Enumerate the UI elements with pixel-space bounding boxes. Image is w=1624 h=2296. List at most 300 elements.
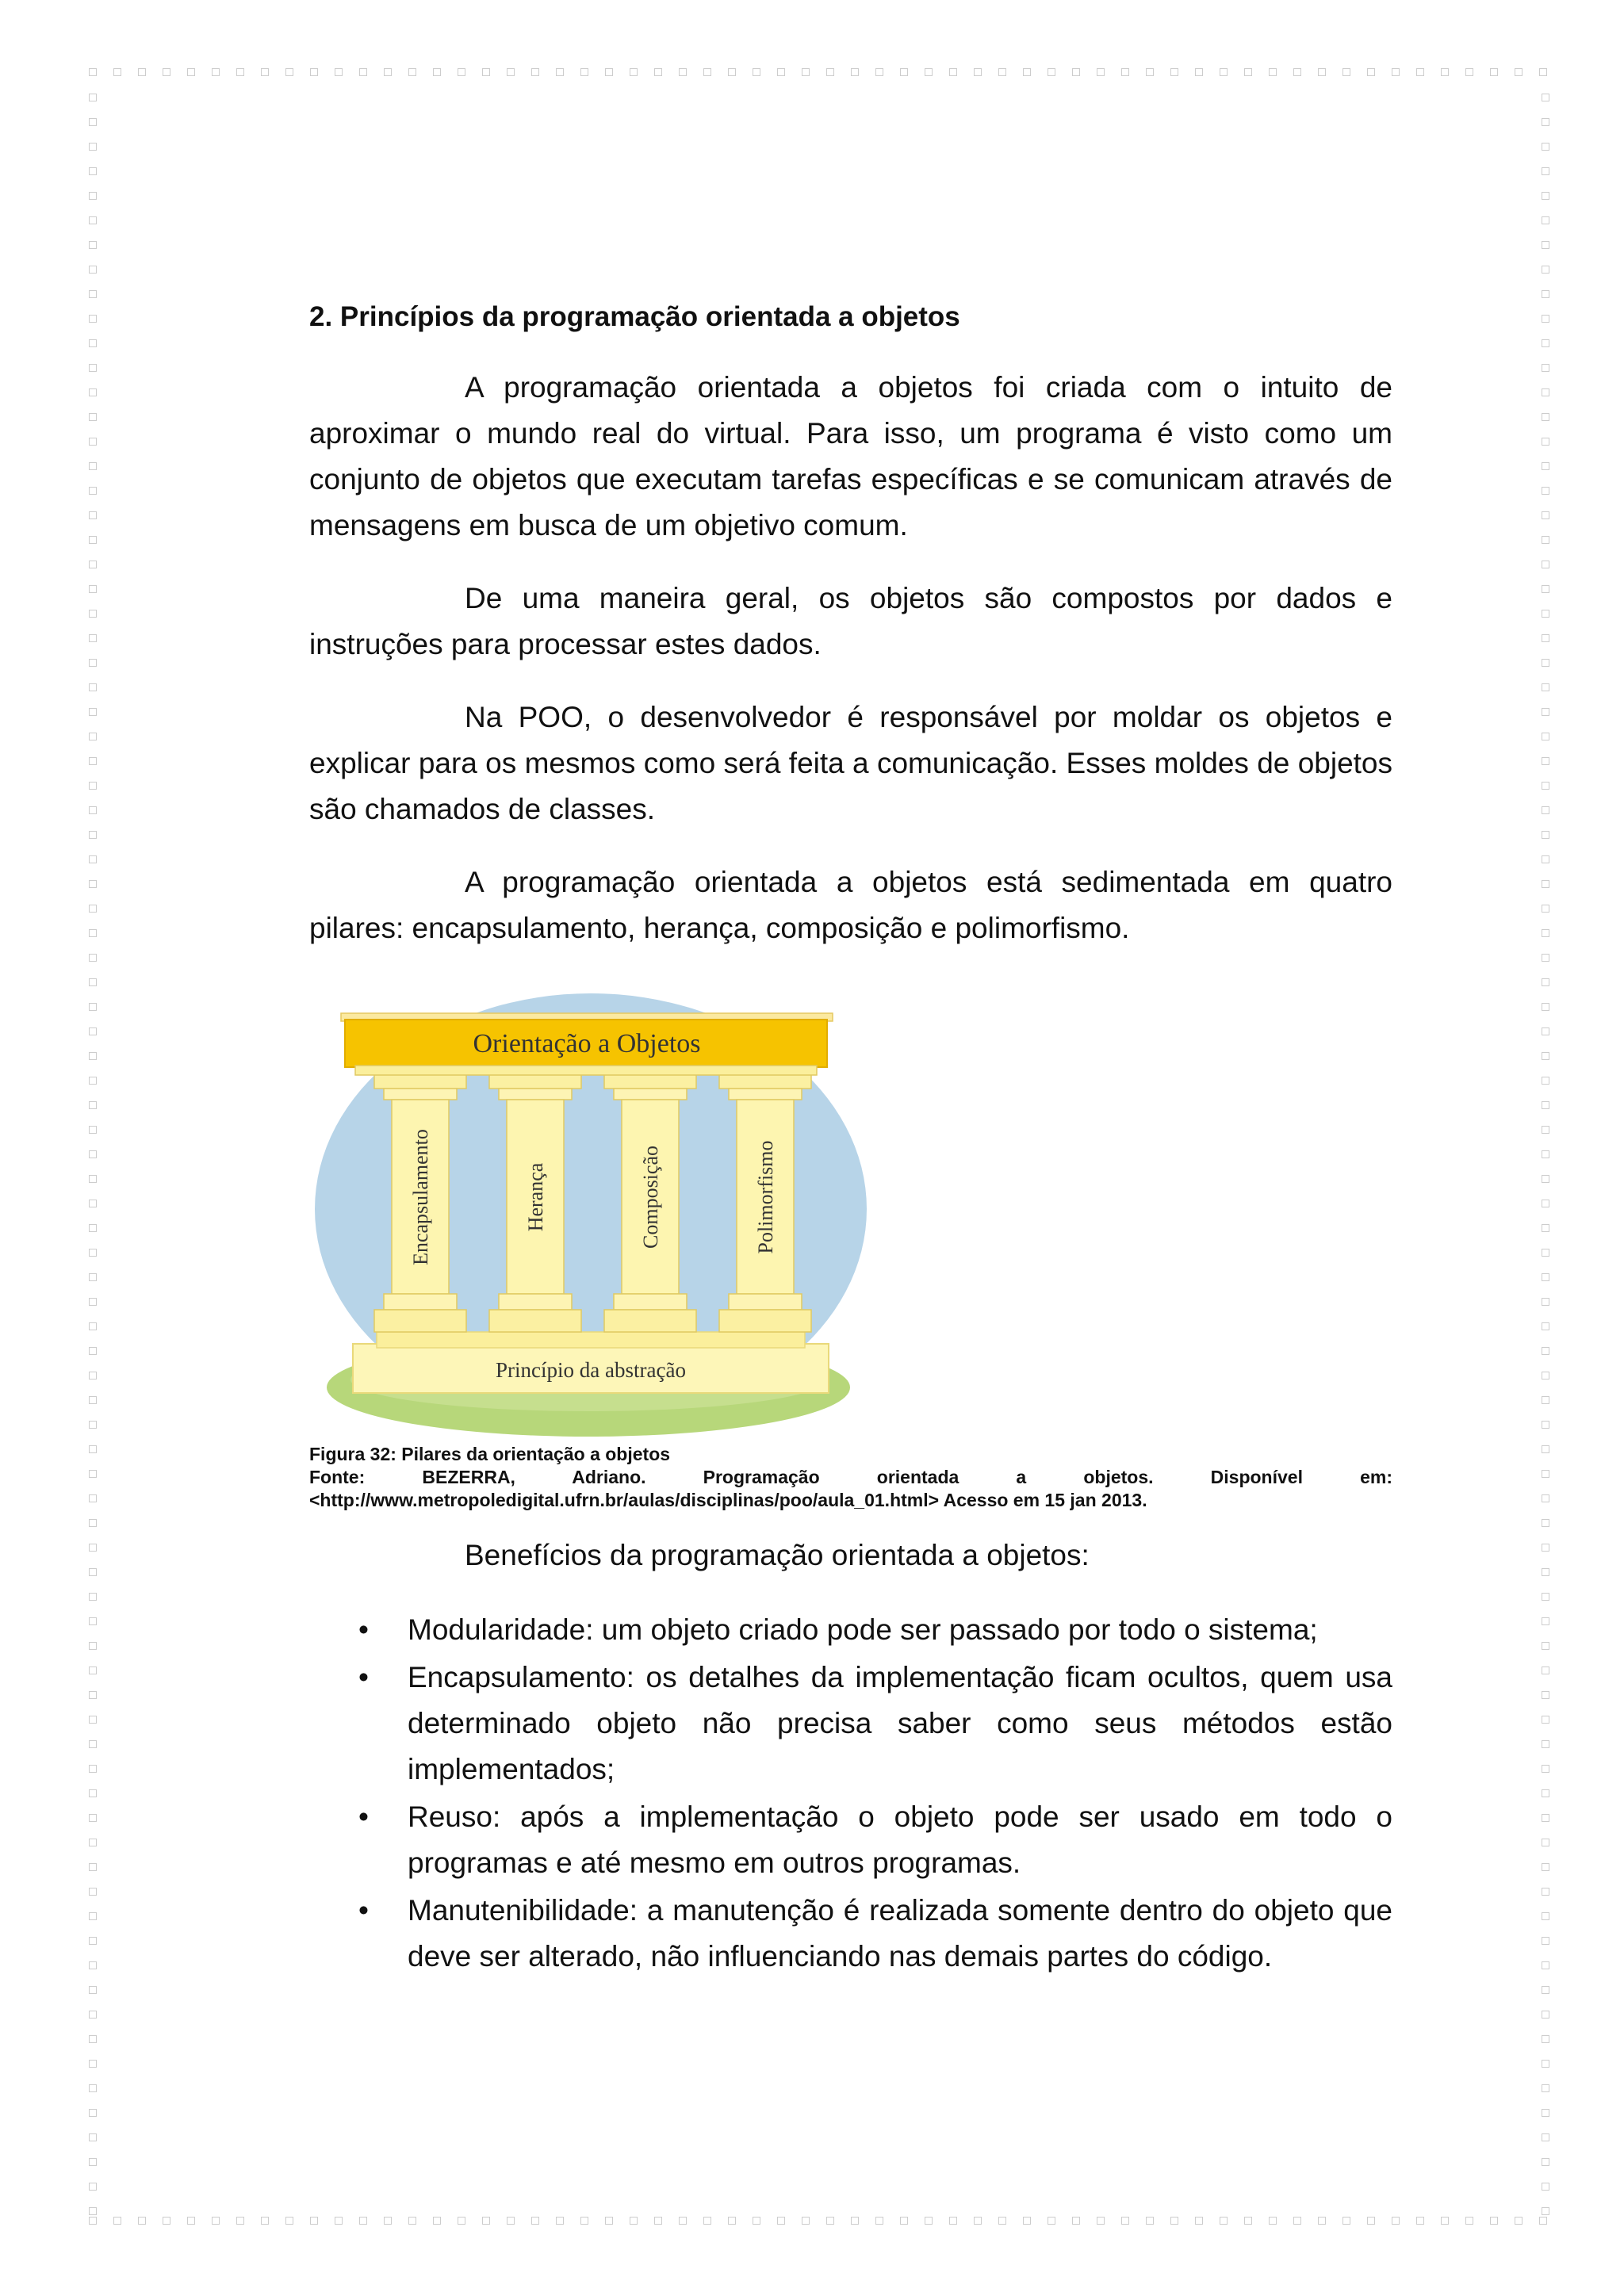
- border-dot: [1542, 2084, 1549, 2092]
- pillar-label: Herança: [524, 1162, 547, 1232]
- border-dot: [89, 2011, 97, 2019]
- border-dot: [1392, 68, 1400, 76]
- border-dot: [89, 1101, 97, 1109]
- border-dot: [654, 68, 662, 76]
- pillar-capital-lower: [384, 1089, 457, 1100]
- border-dot: [212, 2217, 220, 2225]
- border-dot: [556, 68, 564, 76]
- border-dot: [89, 2158, 97, 2166]
- border-dot: [89, 1200, 97, 1207]
- border-dot: [89, 1421, 97, 1429]
- border-dot: [89, 266, 97, 274]
- border-dot: [1542, 1421, 1549, 1429]
- border-dot: [236, 68, 244, 76]
- border-dot: [89, 1568, 97, 1576]
- border-dot: [974, 68, 982, 76]
- border-dot: [802, 2217, 810, 2225]
- border-dot: [1269, 2217, 1277, 2225]
- pillar-base-upper: [384, 1294, 457, 1310]
- border-dot: [1542, 487, 1549, 495]
- border-dot: [1072, 2217, 1080, 2225]
- border-dot: [89, 782, 97, 790]
- border-dot: [1542, 831, 1549, 839]
- border-dot: [654, 2217, 662, 2225]
- border-dot: [458, 2217, 465, 2225]
- border-dot: [1542, 757, 1549, 765]
- border-dot: [1542, 1372, 1549, 1380]
- border-dot: [89, 1396, 97, 1404]
- border-dot: [1318, 68, 1326, 76]
- border-dot: [359, 2217, 367, 2225]
- border-dot: [89, 634, 97, 642]
- pillar-capital-lower: [729, 1089, 802, 1100]
- border-dot: [703, 68, 711, 76]
- border-dot: [1542, 2158, 1549, 2166]
- border-dot: [89, 1544, 97, 1552]
- border-dot: [1542, 1249, 1549, 1257]
- border-dot: [1542, 610, 1549, 618]
- page-border-left: [89, 94, 97, 2215]
- bullet-icon: •: [358, 1800, 369, 1833]
- border-dot: [89, 536, 97, 544]
- border-dot: [1542, 733, 1549, 740]
- border-dot: [1542, 143, 1549, 151]
- border-dot: [310, 68, 318, 76]
- border-dot: [1542, 1298, 1549, 1306]
- border-dot: [1542, 536, 1549, 544]
- border-dot: [1542, 1716, 1549, 1724]
- border-dot: [236, 2217, 244, 2225]
- border-dot: [875, 68, 883, 76]
- border-dot: [1542, 1396, 1549, 1404]
- border-dot: [1542, 1003, 1549, 1011]
- pillar-base-upper: [499, 1294, 572, 1310]
- border-dot: [89, 1765, 97, 1773]
- border-dot: [1023, 2217, 1031, 2225]
- border-dot: [384, 2217, 392, 2225]
- base-label: Princípio da abstração: [496, 1358, 686, 1382]
- border-dot: [1342, 68, 1350, 76]
- figure-source-line2: <http://www.metropoledigital.ufrn.br/aulas/disciplinas/poo/aula_01.html> Acesso em 15 jan 2013.: [309, 1490, 1147, 1510]
- border-dot: [1542, 978, 1549, 986]
- page-border-right: [1542, 94, 1549, 2215]
- border-dot: [89, 167, 97, 175]
- border-dot: [89, 118, 97, 126]
- pillar-label: Polimorfismo: [754, 1140, 777, 1254]
- border-dot: [89, 2183, 97, 2191]
- border-dot: [1367, 68, 1375, 76]
- border-dot: [89, 1642, 97, 1650]
- border-dot: [1542, 905, 1549, 913]
- pillar-capital: [374, 1074, 466, 1089]
- border-dot: [802, 68, 810, 76]
- border-dot: [89, 1617, 97, 1625]
- border-dot: [851, 2217, 859, 2225]
- border-dot: [1542, 167, 1549, 175]
- pillar-base-upper: [729, 1294, 802, 1310]
- border-dot: [1542, 1667, 1549, 1674]
- border-dot: [1542, 1986, 1549, 1994]
- border-dot: [1392, 2217, 1400, 2225]
- border-dot: [1542, 1347, 1549, 1355]
- border-dot: [89, 1888, 97, 1896]
- border-dot: [89, 683, 97, 691]
- border-dot: [89, 1470, 97, 1478]
- border-dot: [89, 1372, 97, 1380]
- border-dot: [1542, 364, 1549, 372]
- border-dot: [89, 929, 97, 937]
- border-dot: [1542, 1150, 1549, 1158]
- border-dot: [89, 487, 97, 495]
- pillar-capital-lower: [499, 1089, 572, 1100]
- border-dot: [89, 978, 97, 986]
- border-dot: [1490, 68, 1498, 76]
- border-dot: [89, 1814, 97, 1822]
- pillar-base: [489, 1310, 581, 1332]
- border-dot: [89, 1273, 97, 1281]
- pillar-base: [604, 1310, 696, 1332]
- border-dot: [1542, 290, 1549, 298]
- border-dot: [89, 1937, 97, 1945]
- border-dot: [1542, 1642, 1549, 1650]
- bullet-icon: •: [358, 1613, 369, 1646]
- pillar-label: Composição: [639, 1146, 662, 1249]
- pillar-base-upper: [614, 1294, 687, 1310]
- border-dot: [1542, 2183, 1549, 2191]
- pillar-capital: [604, 1074, 696, 1089]
- border-dot: [1542, 1912, 1549, 1920]
- border-dot: [89, 2035, 97, 2043]
- border-dot: [1542, 806, 1549, 814]
- border-dot: [1542, 1814, 1549, 1822]
- border-dot: [1539, 68, 1547, 76]
- border-dot: [89, 1740, 97, 1748]
- pillar-capital: [719, 1074, 811, 1089]
- paragraph-pillars: A programação orientada a objetos está sedimentada em quatro pilares: encapsulamento, herança, composição e polimorfismo.: [309, 866, 1392, 944]
- border-dot: [1542, 855, 1549, 863]
- border-dot: [1542, 1617, 1549, 1625]
- border-dot: [1048, 68, 1055, 76]
- border-dot: [1441, 2217, 1449, 2225]
- pillar-capital-lower: [614, 1089, 687, 1100]
- border-dot: [89, 2084, 97, 2092]
- border-dot: [1542, 708, 1549, 716]
- border-dot: [1542, 1273, 1549, 1281]
- border-dot: [1542, 659, 1549, 667]
- border-dot: [1542, 1765, 1549, 1773]
- border-dot: [1542, 2207, 1549, 2215]
- border-dot: [1542, 192, 1549, 200]
- border-dot: [1342, 2217, 1350, 2225]
- figure-title: Figura 32: Pilares da orientação a objetos: [309, 1444, 671, 1464]
- border-dot: [1542, 1322, 1549, 1330]
- border-dot: [138, 68, 146, 76]
- border-dot: [113, 2217, 121, 2225]
- figure-source-line1: Fonte: BEZERRA, Adriano. Programação orientada a objetos. Disponível em:: [309, 1467, 1392, 1487]
- border-dot: [1441, 68, 1449, 76]
- border-dot: [89, 1593, 97, 1601]
- border-dot: [531, 2217, 539, 2225]
- border-dot: [89, 1667, 97, 1674]
- border-dot: [826, 2217, 834, 2225]
- border-dot: [1542, 438, 1549, 446]
- border-dot: [89, 1298, 97, 1306]
- border-dot: [89, 1863, 97, 1871]
- border-dot: [1542, 216, 1549, 224]
- border-dot: [89, 462, 97, 470]
- border-dot: [89, 339, 97, 347]
- border-dot: [1542, 413, 1549, 421]
- border-dot: [89, 1716, 97, 1724]
- border-dot: [1293, 2217, 1301, 2225]
- border-dot: [1542, 1200, 1549, 1207]
- border-dot: [89, 1003, 97, 1011]
- border-dot: [777, 68, 785, 76]
- border-dot: [89, 561, 97, 568]
- border-dot: [433, 2217, 441, 2225]
- pillars-illustration: [309, 983, 872, 1443]
- border-dot: [89, 1445, 97, 1453]
- pillar-label: Encapsulamento: [409, 1129, 432, 1265]
- border-dot: [89, 1519, 97, 1527]
- border-dot: [408, 2217, 416, 2225]
- border-dot: [89, 241, 97, 249]
- border-dot: [1416, 68, 1424, 76]
- border-dot: [89, 1789, 97, 1797]
- border-dot: [1542, 1593, 1549, 1601]
- border-dot: [1542, 2109, 1549, 2117]
- border-dot: [1121, 68, 1129, 76]
- border-dot: [1170, 2217, 1178, 2225]
- border-dot: [1244, 2217, 1252, 2225]
- border-dot: [1542, 1740, 1549, 1748]
- border-dot: [925, 68, 933, 76]
- border-dot: [89, 2060, 97, 2068]
- border-dot: [1542, 1470, 1549, 1478]
- list-item: • Reuso: após a implementação o objeto pode ser usado em todo o programas e até mesmo em outros programas.: [309, 1794, 1392, 1886]
- border-dot: [89, 1961, 97, 1969]
- border-dot: [89, 1839, 97, 1846]
- border-dot: [679, 68, 687, 76]
- border-dot: [1195, 2217, 1203, 2225]
- page-border-bottom: [89, 2217, 1547, 2225]
- border-dot: [753, 2217, 760, 2225]
- border-dot: [89, 610, 97, 618]
- border-dot: [1542, 1568, 1549, 1576]
- border-dot: [1318, 2217, 1326, 2225]
- border-dot: [1542, 2011, 1549, 2019]
- border-dot: [531, 68, 539, 76]
- border-dot: [89, 880, 97, 888]
- border-dot: [507, 2217, 515, 2225]
- border-dot: [1542, 1077, 1549, 1085]
- border-dot: [89, 1249, 97, 1257]
- border-dot: [1220, 68, 1228, 76]
- border-dot: [1542, 782, 1549, 790]
- border-dot: [1515, 2217, 1522, 2225]
- border-dot: [900, 2217, 908, 2225]
- border-dot: [89, 757, 97, 765]
- border-dot: [89, 1175, 97, 1183]
- border-dot: [1542, 2035, 1549, 2043]
- border-dot: [1072, 68, 1080, 76]
- border-dot: [89, 1126, 97, 1134]
- benefits-list: [309, 1607, 1392, 1980]
- border-dot: [89, 1027, 97, 1035]
- border-dot: [89, 659, 97, 667]
- border-dot: [89, 290, 97, 298]
- border-dot: [1490, 2217, 1498, 2225]
- border-dot: [89, 1077, 97, 1085]
- border-dot: [1542, 561, 1549, 568]
- border-dot: [875, 2217, 883, 2225]
- border-dot: [1542, 683, 1549, 691]
- border-dot: [335, 2217, 343, 2225]
- border-dot: [89, 315, 97, 323]
- border-dot: [1465, 2217, 1473, 2225]
- border-dot: [1542, 1544, 1549, 1552]
- border-dot: [187, 68, 195, 76]
- border-dot: [1367, 2217, 1375, 2225]
- border-dot: [89, 1986, 97, 1994]
- border-dot: [826, 68, 834, 76]
- border-dot: [1539, 2217, 1547, 2225]
- list-item: • Manutenibilidade: a manutenção é realizada somente dentro do objeto que deve ser alterado, não influenciando nas demais partes do código.: [309, 1888, 1392, 1980]
- border-dot: [1542, 1691, 1549, 1699]
- border-dot: [1542, 585, 1549, 593]
- border-dot: [1146, 2217, 1154, 2225]
- border-dot: [89, 1224, 97, 1232]
- border-dot: [163, 68, 170, 76]
- border-dot: [482, 68, 490, 76]
- border-dot: [679, 2217, 687, 2225]
- border-dot: [89, 585, 97, 593]
- border-dot: [1542, 1519, 1549, 1527]
- border-dot: [1542, 1839, 1549, 1846]
- border-dot: [1048, 2217, 1055, 2225]
- border-dot: [89, 1347, 97, 1355]
- border-dot: [482, 2217, 490, 2225]
- border-dot: [89, 855, 97, 863]
- border-dot: [89, 511, 97, 519]
- border-dot: [89, 364, 97, 372]
- border-dot: [1542, 1494, 1549, 1502]
- border-dot: [1542, 388, 1549, 396]
- page-border-top: [89, 68, 1547, 76]
- border-dot: [89, 413, 97, 421]
- border-dot: [580, 2217, 588, 2225]
- border-dot: [89, 388, 97, 396]
- border-dot: [89, 2133, 97, 2141]
- border-dot: [974, 2217, 982, 2225]
- border-dot: [1542, 2060, 1549, 2068]
- border-dot: [753, 68, 760, 76]
- border-dot: [1515, 68, 1522, 76]
- border-dot: [138, 2217, 146, 2225]
- border-dot: [89, 831, 97, 839]
- border-dot: [1244, 68, 1252, 76]
- border-dot: [1542, 339, 1549, 347]
- roof-label: Orientação a Objetos: [473, 1029, 701, 1058]
- border-dot: [777, 2217, 785, 2225]
- border-dot: [187, 2217, 195, 2225]
- border-dot: [1023, 68, 1031, 76]
- border-dot: [1097, 68, 1105, 76]
- border-dot: [1097, 2217, 1105, 2225]
- pillar-capital: [489, 1074, 581, 1089]
- border-dot: [605, 68, 613, 76]
- figure-caption: [309, 1443, 1392, 1512]
- border-dot: [507, 68, 515, 76]
- pillars-figure: [309, 983, 872, 1443]
- border-dot: [1269, 68, 1277, 76]
- border-dot: [89, 94, 97, 101]
- border-dot: [89, 905, 97, 913]
- border-dot: [113, 68, 121, 76]
- border-dot: [1542, 1961, 1549, 1969]
- border-dot: [1542, 1126, 1549, 1134]
- border-dot: [1542, 1863, 1549, 1871]
- border-dot: [1542, 954, 1549, 962]
- border-dot: [1542, 1101, 1549, 1109]
- border-dot: [630, 68, 638, 76]
- border-dot: [728, 68, 736, 76]
- border-dot: [1542, 511, 1549, 519]
- section-heading: 2. Princípios da programação orientada a objetos: [309, 301, 960, 332]
- border-dot: [89, 1322, 97, 1330]
- border-dot: [261, 68, 269, 76]
- paragraph-intro: A programação orientada a objetos foi criada com o intuito de aproximar o mundo real do virtual. Para isso, um programa é visto como um conjunto de objetos que executam tarefas específicas e se comunicam através de mensagens em busca de um objetivo comum.: [309, 371, 1392, 541]
- border-dot: [1121, 2217, 1129, 2225]
- border-dot: [163, 2217, 170, 2225]
- border-dot: [384, 68, 392, 76]
- border-dot: [1542, 1445, 1549, 1453]
- border-dot: [458, 68, 465, 76]
- border-dot: [998, 68, 1006, 76]
- border-dot: [89, 143, 97, 151]
- border-dot: [89, 438, 97, 446]
- bullet-icon: •: [358, 1661, 369, 1693]
- border-dot: [1542, 241, 1549, 249]
- border-dot: [89, 1912, 97, 1920]
- border-dot: [261, 2217, 269, 2225]
- border-dot: [728, 2217, 736, 2225]
- border-dot: [1542, 1789, 1549, 1797]
- benefits-intro: Benefícios da programação orientada a objetos:: [465, 1539, 1090, 1571]
- document-body: [309, 301, 1392, 1981]
- border-dot: [212, 68, 220, 76]
- border-dot: [1195, 68, 1203, 76]
- border-dot: [335, 68, 343, 76]
- border-dot: [1146, 68, 1154, 76]
- list-item: • Modularidade: um objeto criado pode ser passado por todo o sistema;: [309, 1607, 1392, 1653]
- border-dot: [1542, 929, 1549, 937]
- border-dot: [1293, 68, 1301, 76]
- border-dot: [433, 68, 441, 76]
- border-dot: [1542, 266, 1549, 274]
- border-dot: [1542, 634, 1549, 642]
- bullet-icon: •: [358, 1894, 369, 1927]
- border-dot: [89, 192, 97, 200]
- border-dot: [925, 2217, 933, 2225]
- border-dot: [1542, 880, 1549, 888]
- border-dot: [949, 68, 957, 76]
- border-dot: [630, 2217, 638, 2225]
- border-dot: [89, 1150, 97, 1158]
- border-dot: [89, 1052, 97, 1060]
- border-dot: [1465, 68, 1473, 76]
- border-dot: [580, 68, 588, 76]
